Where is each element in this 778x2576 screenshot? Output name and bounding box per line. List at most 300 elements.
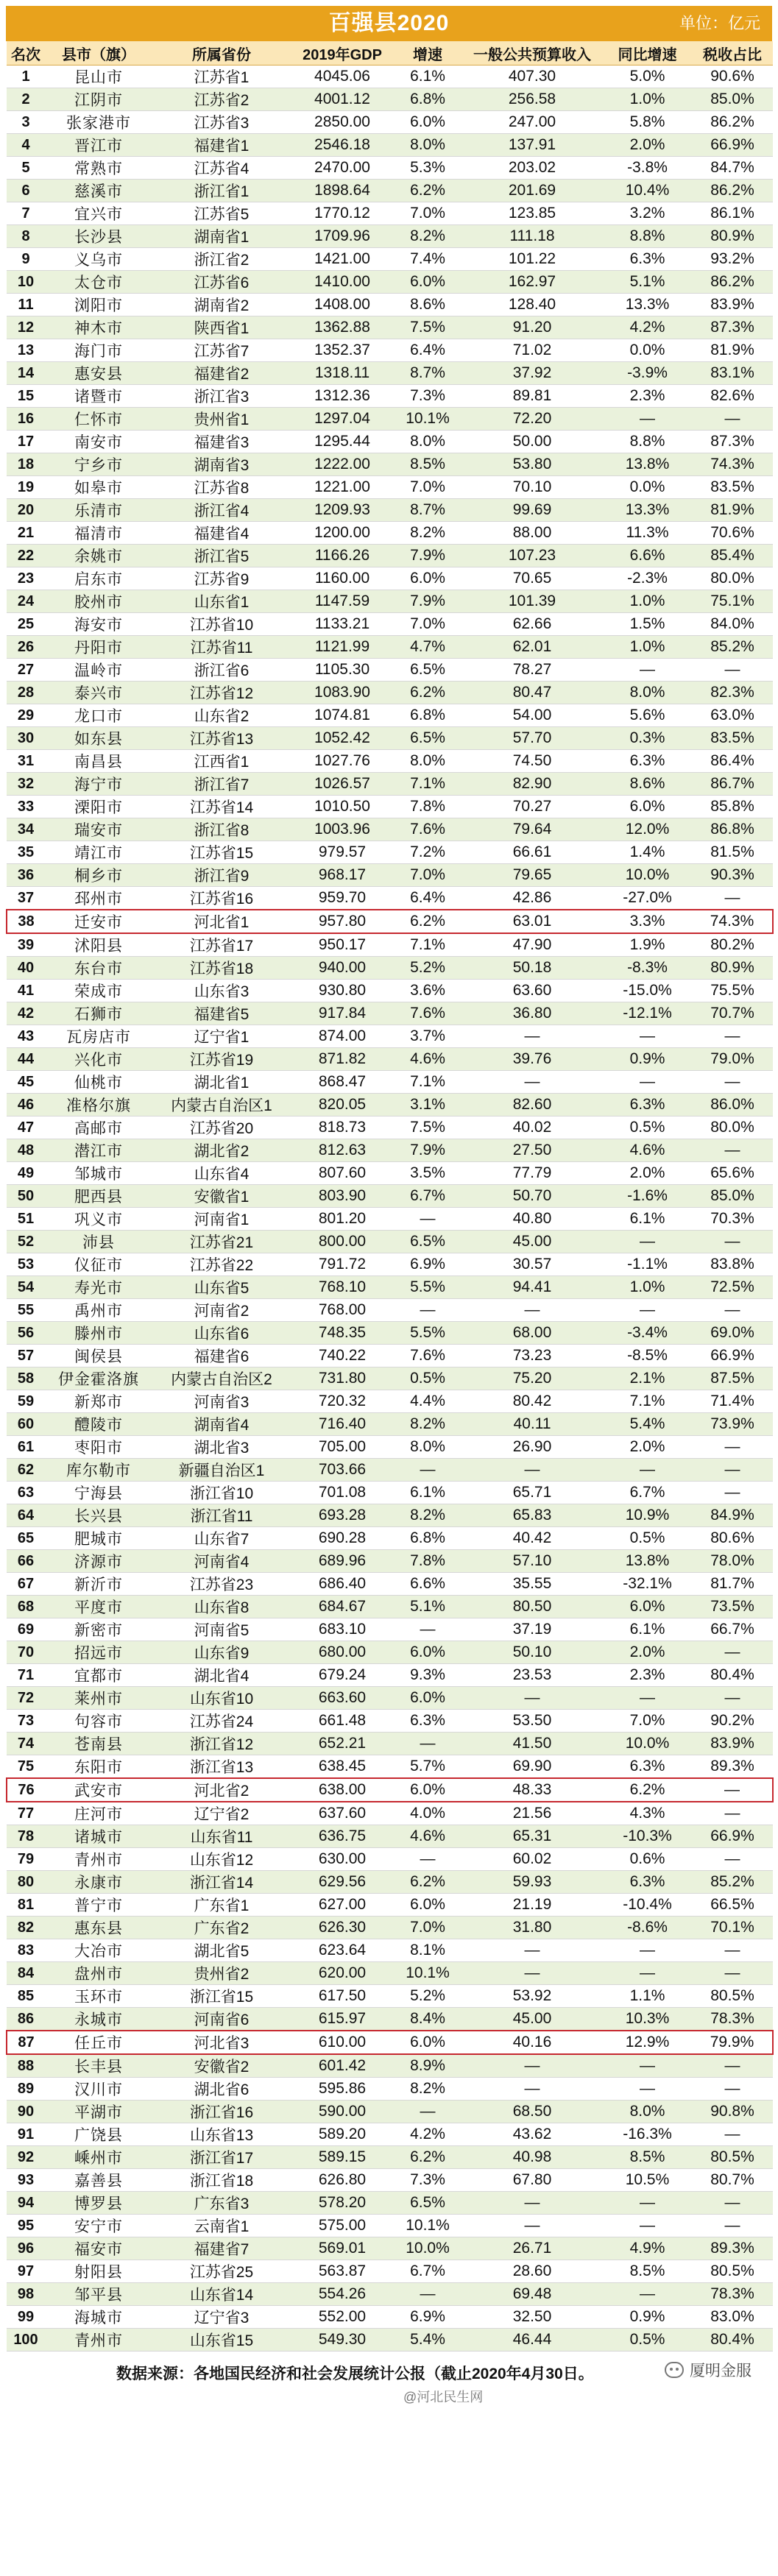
cell-revenue-growth: 6.1%: [603, 1208, 692, 1231]
cell-gdp: 1209.93: [291, 499, 394, 522]
cell-province: 广东省1: [152, 1894, 291, 1917]
cell-county: 新郑市: [45, 1390, 152, 1413]
cell-revenue-growth: 12.0%: [603, 818, 692, 841]
cell-revenue: 78.27: [462, 659, 603, 682]
table-row: [7, 818, 773, 841]
cell-revenue: 40.11: [462, 1413, 603, 1436]
cell-gdp: 1003.96: [291, 818, 394, 841]
cell-rank: 18: [7, 453, 45, 476]
unit-label: 单位：亿元: [679, 14, 760, 32]
cell-revenue: 99.69: [462, 499, 603, 522]
cell-revenue: 101.39: [462, 590, 603, 613]
cell-rank: 21: [7, 522, 45, 545]
cell-tax-share: 71.4%: [692, 1390, 773, 1413]
header-county: 县市（旗）: [45, 41, 152, 66]
cell-revenue-growth: -32.1%: [603, 1573, 692, 1596]
cell-county: 闽侯县: [45, 1345, 152, 1367]
cell-revenue-growth: 4.6%: [603, 1139, 692, 1162]
cell-revenue: —: [462, 1025, 603, 1048]
cell-gdp: 626.30: [291, 1917, 394, 1939]
cell-revenue-growth: 8.5%: [603, 2260, 692, 2283]
cell-tax-share: 86.0%: [692, 1094, 773, 1117]
cell-province: 浙江省18: [152, 2169, 291, 2192]
cell-rank: 54: [7, 1276, 45, 1299]
cell-revenue-growth: 2.1%: [603, 1367, 692, 1390]
cell-revenue: 43.62: [462, 2123, 603, 2146]
cell-rank: 69: [7, 1618, 45, 1641]
cell-county: 启东市: [45, 567, 152, 590]
cell-gdp: 701.08: [291, 1482, 394, 1504]
cell-revenue-growth: 6.3%: [603, 1871, 692, 1894]
cell-revenue: 80.47: [462, 682, 603, 704]
cell-rank: 12: [7, 316, 45, 339]
cell-revenue-growth: 5.8%: [603, 111, 692, 134]
cell-revenue: 57.70: [462, 727, 603, 750]
cell-revenue-growth: 1.0%: [603, 636, 692, 659]
cell-tax-share: 80.4%: [692, 1664, 773, 1687]
cell-growth: 7.3%: [394, 385, 462, 408]
table-row: [7, 1185, 773, 1208]
cell-gdp: 1410.00: [291, 271, 394, 294]
cell-gdp: 1408.00: [291, 294, 394, 316]
cell-revenue: 247.00: [462, 111, 603, 134]
cell-revenue: —: [462, 1071, 603, 1094]
cell-growth: —: [394, 1733, 462, 1755]
cell-revenue-growth: 2.3%: [603, 1664, 692, 1687]
account-name: 厦明金服: [690, 2363, 752, 2379]
cell-province: 山东省10: [152, 1687, 291, 1710]
cell-revenue: 69.90: [462, 1755, 603, 1779]
cell-county: 平湖市: [45, 2101, 152, 2123]
cell-tax-share: —: [692, 2215, 773, 2237]
cell-gdp: 689.96: [291, 1550, 394, 1573]
cell-rank: 57: [7, 1345, 45, 1367]
table-row: [7, 339, 773, 362]
cell-gdp: 629.56: [291, 1871, 394, 1894]
cell-tax-share: 70.3%: [692, 1208, 773, 1231]
cell-province: 新疆自治区1: [152, 1459, 291, 1482]
table-row: [7, 567, 773, 590]
cell-revenue: —: [462, 1299, 603, 1322]
cell-county: 瑞安市: [45, 818, 152, 841]
cell-revenue: 65.31: [462, 1825, 603, 1848]
cell-revenue-growth: -3.8%: [603, 157, 692, 180]
cell-rank: 52: [7, 1231, 45, 1253]
cell-revenue: 40.42: [462, 1527, 603, 1550]
wechat-account[interactable]: [665, 2359, 752, 2381]
cell-rank: 100: [7, 2329, 45, 2352]
cell-province: 湖北省2: [152, 1139, 291, 1162]
cell-tax-share: 70.6%: [692, 522, 773, 545]
cell-revenue: 40.80: [462, 1208, 603, 1231]
cell-growth: 9.3%: [394, 1664, 462, 1687]
table-row: [7, 1482, 773, 1504]
cell-revenue: —: [462, 2078, 603, 2101]
cell-gdp: 1297.04: [291, 408, 394, 431]
cell-county: 慈溪市: [45, 180, 152, 202]
cell-rank: 62: [7, 1459, 45, 1482]
cell-county: 泰兴市: [45, 682, 152, 704]
cell-gdp: 1026.57: [291, 773, 394, 796]
table-body: [7, 66, 773, 2352]
cell-tax-share: 66.7%: [692, 1618, 773, 1641]
cell-tax-share: —: [692, 1299, 773, 1322]
table-row: [7, 2192, 773, 2215]
cell-gdp: 1074.81: [291, 704, 394, 727]
cell-county: 武安市: [45, 1778, 152, 1802]
cell-province: 山东省15: [152, 2329, 291, 2352]
cell-gdp: 959.70: [291, 887, 394, 910]
cell-province: 江西省1: [152, 750, 291, 773]
cell-county: 东阳市: [45, 1755, 152, 1779]
cell-growth: 6.0%: [394, 567, 462, 590]
cell-revenue: 67.80: [462, 2169, 603, 2192]
cell-province: 安徽省2: [152, 2054, 291, 2078]
cell-county: 宜都市: [45, 1664, 152, 1687]
cell-rank: 95: [7, 2215, 45, 2237]
cell-rank: 41: [7, 980, 45, 1002]
cell-rank: 28: [7, 682, 45, 704]
cell-province: 浙江省10: [152, 1482, 291, 1504]
cell-revenue: 53.80: [462, 453, 603, 476]
cell-tax-share: 85.0%: [692, 1185, 773, 1208]
table-row: [7, 1390, 773, 1413]
cell-province: 湖南省2: [152, 294, 291, 316]
cell-tax-share: 80.9%: [692, 225, 773, 248]
cell-county: 海宁市: [45, 773, 152, 796]
cell-revenue: 162.97: [462, 271, 603, 294]
cell-county: 滕州市: [45, 1322, 152, 1345]
cell-revenue-growth: 10.0%: [603, 864, 692, 887]
cell-rank: 96: [7, 2237, 45, 2260]
cell-rank: 11: [7, 294, 45, 316]
cell-rank: 6: [7, 180, 45, 202]
cell-rank: 20: [7, 499, 45, 522]
cell-province: 浙江省9: [152, 864, 291, 887]
table-row: [7, 1733, 773, 1755]
cell-revenue-growth: -1.6%: [603, 1185, 692, 1208]
cell-rank: 87: [7, 2031, 45, 2054]
cell-growth: 3.1%: [394, 1094, 462, 1117]
cell-growth: 8.2%: [394, 1504, 462, 1527]
cell-rank: 71: [7, 1664, 45, 1687]
cell-rank: 1: [7, 66, 45, 88]
cell-revenue-growth: 1.1%: [603, 1985, 692, 2008]
cell-growth: 5.4%: [394, 2329, 462, 2352]
cell-tax-share: 83.9%: [692, 294, 773, 316]
cell-tax-share: 74.3%: [692, 910, 773, 933]
cell-gdp: 610.00: [291, 2031, 394, 2054]
cell-growth: 7.1%: [394, 773, 462, 796]
cell-tax-share: 82.3%: [692, 682, 773, 704]
cell-growth: 8.2%: [394, 2078, 462, 2101]
cell-revenue-growth: 1.9%: [603, 933, 692, 957]
cell-revenue-growth: 11.3%: [603, 522, 692, 545]
cell-county: 句容市: [45, 1710, 152, 1733]
cell-gdp: 1121.99: [291, 636, 394, 659]
cell-revenue-growth: 1.0%: [603, 88, 692, 111]
cell-county: 浏阳市: [45, 294, 152, 316]
cell-gdp: 1770.12: [291, 202, 394, 225]
cell-revenue-growth: 5.0%: [603, 66, 692, 88]
cell-county: 苍南县: [45, 1733, 152, 1755]
cell-revenue: 30.57: [462, 1253, 603, 1276]
cell-revenue: 40.16: [462, 2031, 603, 2054]
cell-revenue-growth: 0.0%: [603, 339, 692, 362]
cell-growth: 7.1%: [394, 933, 462, 957]
cell-rank: 33: [7, 796, 45, 818]
cell-growth: —: [394, 2283, 462, 2306]
table-row: [7, 2237, 773, 2260]
header-tax-share: 税收占比: [692, 41, 773, 66]
cell-county: 博罗县: [45, 2192, 152, 2215]
table-row: [7, 1299, 773, 1322]
cell-revenue-growth: 8.0%: [603, 2101, 692, 2123]
cell-county: 靖江市: [45, 841, 152, 864]
cell-revenue-growth: -8.3%: [603, 957, 692, 980]
cell-province: 江苏省8: [152, 476, 291, 499]
cell-county: 邹城市: [45, 1162, 152, 1185]
data-source-note: 数据来源：各地国民经济和社会发展统计公报（截止2020年4月30日。: [116, 2366, 594, 2382]
cell-rank: 49: [7, 1162, 45, 1185]
cell-rank: 50: [7, 1185, 45, 1208]
cell-revenue: 128.40: [462, 294, 603, 316]
cell-revenue-growth: 6.6%: [603, 545, 692, 567]
cell-growth: 6.8%: [394, 704, 462, 727]
cell-rank: 48: [7, 1139, 45, 1162]
cell-rank: 60: [7, 1413, 45, 1436]
cell-county: 青州市: [45, 2329, 152, 2352]
cell-county: 潜江市: [45, 1139, 152, 1162]
cell-tax-share: —: [692, 2054, 773, 2078]
cell-revenue: 60.02: [462, 1848, 603, 1871]
cell-growth: 6.6%: [394, 1573, 462, 1596]
cell-county: 伊金霍洛旗: [45, 1367, 152, 1390]
table-row: [7, 1894, 773, 1917]
cell-rank: 93: [7, 2169, 45, 2192]
cell-tax-share: —: [692, 1482, 773, 1504]
cell-revenue: —: [462, 1687, 603, 1710]
cell-revenue-growth: 4.3%: [603, 1802, 692, 1825]
cell-tax-share: —: [692, 1025, 773, 1048]
table-row: [7, 933, 773, 957]
cell-rank: 99: [7, 2306, 45, 2329]
cell-revenue-growth: 8.6%: [603, 773, 692, 796]
cell-province: 浙江省16: [152, 2101, 291, 2123]
cell-rank: 75: [7, 1755, 45, 1779]
cell-province: 河南省4: [152, 1550, 291, 1573]
cell-rank: 81: [7, 1894, 45, 1917]
cell-province: 江苏省12: [152, 682, 291, 704]
cell-province: 江苏省13: [152, 727, 291, 750]
cell-county: 安宁市: [45, 2215, 152, 2237]
cell-gdp: 693.28: [291, 1504, 394, 1527]
cell-revenue-growth: 0.9%: [603, 2306, 692, 2329]
cell-growth: 8.0%: [394, 1436, 462, 1459]
cell-tax-share: 70.1%: [692, 1917, 773, 1939]
cell-county: 南昌县: [45, 750, 152, 773]
cell-revenue: 70.10: [462, 476, 603, 499]
cell-revenue-growth: 0.9%: [603, 1048, 692, 1071]
table-title: 百强县2020: [328, 11, 450, 35]
cell-gdp: 661.48: [291, 1710, 394, 1733]
cell-rank: 89: [7, 2078, 45, 2101]
cell-county: 枣阳市: [45, 1436, 152, 1459]
cell-gdp: 791.72: [291, 1253, 394, 1276]
cell-gdp: 637.60: [291, 1802, 394, 1825]
cell-revenue-growth: 0.5%: [603, 1527, 692, 1550]
table-row: [7, 1573, 773, 1596]
cell-county: 邹平县: [45, 2283, 152, 2306]
cell-tax-share: 89.3%: [692, 2237, 773, 2260]
header-row: [7, 41, 773, 66]
cell-growth: 8.9%: [394, 2054, 462, 2078]
cell-growth: —: [394, 1618, 462, 1641]
cell-tax-share: 79.0%: [692, 1048, 773, 1071]
cell-gdp: 801.20: [291, 1208, 394, 1231]
cell-gdp: 818.73: [291, 1117, 394, 1139]
cell-revenue: 36.80: [462, 1002, 603, 1025]
cell-province: 江苏省24: [152, 1710, 291, 1733]
cell-province: 湖北省1: [152, 1071, 291, 1094]
cell-revenue-growth: 6.2%: [603, 1778, 692, 1802]
cell-province: 安徽省1: [152, 1185, 291, 1208]
table-row: [7, 202, 773, 225]
cell-rank: 47: [7, 1117, 45, 1139]
cell-gdp: 549.30: [291, 2329, 394, 2352]
cell-growth: 8.1%: [394, 1939, 462, 1962]
cell-tax-share: 90.6%: [692, 66, 773, 88]
cell-county: 盘州市: [45, 1962, 152, 1985]
cell-rank: 34: [7, 818, 45, 841]
cell-tax-share: —: [692, 1939, 773, 1962]
table-row-highlighted: [7, 1778, 773, 1802]
cell-county: 龙口市: [45, 704, 152, 727]
cell-revenue-growth: 2.0%: [603, 134, 692, 157]
cell-revenue-growth: 10.9%: [603, 1504, 692, 1527]
cell-province: 河北省1: [152, 910, 291, 933]
table-row: [7, 1550, 773, 1573]
cell-county: 肥城市: [45, 1527, 152, 1550]
cell-growth: 7.1%: [394, 1071, 462, 1094]
cell-revenue-growth: -12.1%: [603, 1002, 692, 1025]
cell-province: 江苏省20: [152, 1117, 291, 1139]
cell-county: 东台市: [45, 957, 152, 980]
cell-county: 海门市: [45, 339, 152, 362]
cell-province: 浙江省6: [152, 659, 291, 682]
cell-rank: 67: [7, 1573, 45, 1596]
cell-rank: 30: [7, 727, 45, 750]
cell-growth: 7.5%: [394, 316, 462, 339]
cell-revenue: 53.92: [462, 1985, 603, 2008]
header-gdp: 2019年GDP: [291, 41, 394, 66]
table-row: [7, 545, 773, 567]
cell-gdp: 748.35: [291, 1322, 394, 1345]
cell-revenue-growth: 6.7%: [603, 1482, 692, 1504]
cell-growth: 6.2%: [394, 2146, 462, 2169]
cell-province: 山东省7: [152, 1527, 291, 1550]
cell-rank: 77: [7, 1802, 45, 1825]
table-row: [7, 887, 773, 910]
table-row: [7, 1094, 773, 1117]
cell-tax-share: 87.3%: [692, 431, 773, 453]
cell-revenue-growth: 10.0%: [603, 1733, 692, 1755]
cell-revenue-growth: 10.5%: [603, 2169, 692, 2192]
cell-revenue: 65.83: [462, 1504, 603, 1527]
cell-county: 高邮市: [45, 1117, 152, 1139]
cell-tax-share: 78.0%: [692, 1550, 773, 1573]
cell-gdp: 1010.50: [291, 796, 394, 818]
table-row: [7, 2283, 773, 2306]
cell-county: 丹阳市: [45, 636, 152, 659]
cell-rank: 23: [7, 567, 45, 590]
cell-revenue: 91.20: [462, 316, 603, 339]
cell-growth: 5.7%: [394, 1755, 462, 1779]
cell-revenue-growth: 6.3%: [603, 248, 692, 271]
cell-tax-share: 84.0%: [692, 613, 773, 636]
cell-revenue-growth: —: [603, 2215, 692, 2237]
cell-tax-share: —: [692, 659, 773, 682]
cell-revenue: 82.90: [462, 773, 603, 796]
cell-gdp: 1160.00: [291, 567, 394, 590]
cell-gdp: 820.05: [291, 1094, 394, 1117]
header-revenue: 一般公共预算收入: [462, 41, 603, 66]
cell-county: 招远市: [45, 1641, 152, 1664]
cell-growth: 7.0%: [394, 613, 462, 636]
cell-county: 张家港市: [45, 111, 152, 134]
cell-growth: 6.0%: [394, 1687, 462, 1710]
cell-province: 湖南省3: [152, 453, 291, 476]
cell-rank: 86: [7, 2008, 45, 2031]
cell-province: 江苏省5: [152, 202, 291, 225]
cell-province: 山东省8: [152, 1596, 291, 1618]
cell-county: 嘉善县: [45, 2169, 152, 2192]
cell-county: 寿光市: [45, 1276, 152, 1299]
table-row: [7, 2078, 773, 2101]
cell-gdp: 652.21: [291, 1733, 394, 1755]
table-row: [7, 2260, 773, 2283]
cell-revenue: 21.56: [462, 1802, 603, 1825]
cell-tax-share: 86.2%: [692, 271, 773, 294]
cell-gdp: 589.15: [291, 2146, 394, 2169]
cell-county: 仪征市: [45, 1253, 152, 1276]
cell-revenue-growth: 4.2%: [603, 316, 692, 339]
table-row-highlighted: [7, 910, 773, 933]
cell-revenue: 201.69: [462, 180, 603, 202]
cell-tax-share: 73.9%: [692, 1413, 773, 1436]
cell-revenue-growth: 6.3%: [603, 1094, 692, 1117]
cell-county: 醴陵市: [45, 1413, 152, 1436]
cell-province: 浙江省4: [152, 499, 291, 522]
cell-revenue-growth: -16.3%: [603, 2123, 692, 2146]
cell-growth: 6.4%: [394, 887, 462, 910]
cell-growth: 7.3%: [394, 2169, 462, 2192]
cell-rank: 38: [7, 910, 45, 933]
cell-growth: 6.9%: [394, 1253, 462, 1276]
table-row: [7, 1527, 773, 1550]
cell-revenue: 111.18: [462, 225, 603, 248]
cell-county: 庄河市: [45, 1802, 152, 1825]
cell-revenue: 32.50: [462, 2306, 603, 2329]
cell-rank: 92: [7, 2146, 45, 2169]
cell-revenue-growth: —: [603, 1025, 692, 1048]
table-row: [7, 1962, 773, 1985]
cell-rank: 24: [7, 590, 45, 613]
cell-revenue: 54.00: [462, 704, 603, 727]
table-row: [7, 796, 773, 818]
cell-revenue: 73.23: [462, 1345, 603, 1367]
cell-province: 湖南省1: [152, 225, 291, 248]
